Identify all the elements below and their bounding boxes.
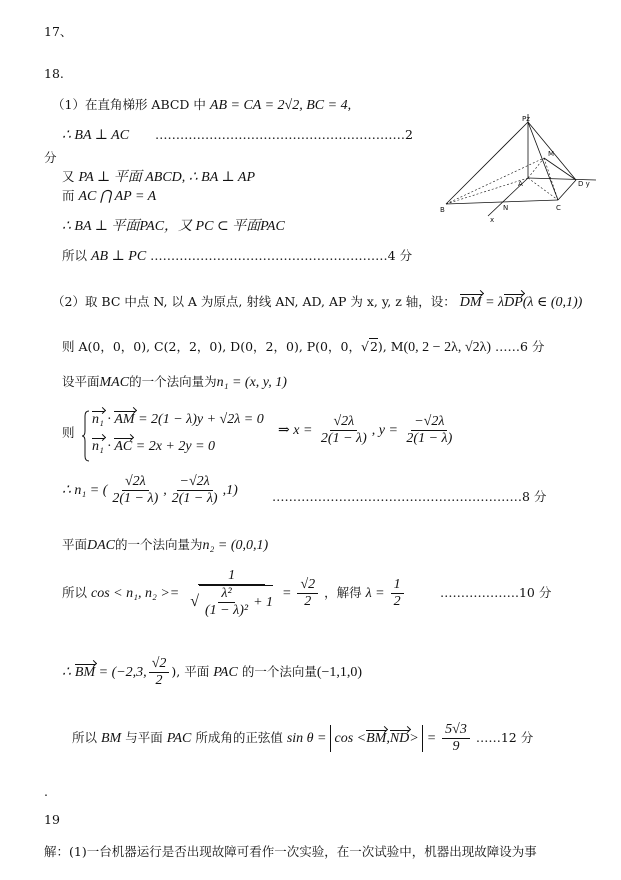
part2-line2-m-coords-end: 2λ) bbox=[472, 340, 492, 355]
abs-cos: cos < bbox=[334, 731, 367, 747]
label-a: A bbox=[518, 180, 523, 188]
stray-dot: . bbox=[44, 784, 48, 799]
part1-line6-dots: …………………………………………………4 分 bbox=[150, 248, 413, 263]
vector-dm: DM bbox=[459, 295, 482, 310]
edge-cd bbox=[558, 180, 576, 200]
frac-y-den: 2(1 − λ) bbox=[406, 431, 453, 447]
vector-bm-abs: BM bbox=[366, 731, 387, 747]
n1-result-post: ,1) bbox=[222, 482, 238, 498]
part1-line6-math: AB ⊥ PC bbox=[91, 249, 147, 264]
bm-plane: PAC bbox=[213, 665, 238, 681]
label-pz: Pz bbox=[522, 115, 530, 123]
part2-line1-range: (λ ∈ (0,1)) bbox=[522, 295, 583, 310]
part2-line2-m-label: ), M bbox=[377, 339, 404, 354]
cos-value-den: 2 bbox=[304, 594, 312, 610]
part1-line3-math: PA ⊥ 平面 ABCD, ∴ BA ⊥ AP bbox=[78, 170, 256, 185]
n1-result bbox=[62, 474, 238, 507]
part2-line6-normal: n₂ = (0,0,1) bbox=[202, 538, 269, 553]
system-row1-eq: = 2(1 − λ)y + √2λ = 0 bbox=[134, 412, 264, 427]
pyramid-figure bbox=[436, 112, 600, 224]
cos-solve-text: ，解得 bbox=[324, 585, 362, 601]
lambda-label: λ = bbox=[365, 586, 385, 602]
part1-line4 bbox=[62, 186, 156, 205]
system-solution bbox=[278, 414, 457, 447]
abs-gt: > bbox=[409, 731, 419, 747]
part1-line5-math: ∴ BA ⊥ 平面PAC，又 PC ⊂ 平面PAC bbox=[62, 219, 285, 234]
part2-line6-text: 平面 bbox=[62, 537, 88, 552]
label-dy: D y bbox=[578, 180, 590, 188]
vector-bm: BM bbox=[74, 665, 96, 681]
label-c: C bbox=[556, 204, 561, 212]
part1-line3 bbox=[62, 166, 255, 186]
cos-line-text: 所以 bbox=[62, 585, 88, 601]
edge-am-dashed bbox=[528, 158, 544, 178]
part1-line6 bbox=[62, 246, 412, 265]
cos-value-num: √2 bbox=[297, 577, 318, 594]
label-n: N bbox=[503, 204, 509, 212]
part2-line2: 则 A(0，0，0), C(2，2，0), D(0，2，0), P(0，0，√2), M(0, 2 − 2λ, √2λ) ……6 分 bbox=[62, 339, 545, 355]
sin-dots: ……12 分 bbox=[475, 730, 534, 746]
cos-frac-num: 1 bbox=[198, 568, 265, 585]
n1-frac2-den: 2(1 − λ) bbox=[171, 491, 218, 507]
bm-text: ), 平面 bbox=[171, 664, 210, 680]
edge-pb bbox=[446, 122, 528, 204]
part1-line2 bbox=[62, 127, 413, 144]
label-b: B bbox=[440, 206, 445, 214]
solution-y: , y = bbox=[371, 422, 398, 438]
part2-line2-sqrt: 2 bbox=[369, 339, 378, 354]
vector-am: AM bbox=[114, 412, 135, 427]
sin-line bbox=[72, 722, 533, 755]
vector-nd: ND bbox=[389, 731, 410, 747]
part2-line3-plane: MAC bbox=[99, 375, 130, 390]
bm-frac-num: √2 bbox=[149, 656, 170, 673]
part2-line2-dots: ……6 分 bbox=[495, 339, 545, 354]
cos-dots: ……………….10 分 bbox=[440, 585, 552, 600]
part2-line1-lambda: = λ bbox=[481, 295, 505, 310]
sin-bm: BM bbox=[101, 731, 122, 747]
vector-n1-row2: n₁ bbox=[92, 439, 104, 454]
sin-theta: sin θ = bbox=[286, 731, 327, 747]
part1-line4-text: 而 bbox=[62, 188, 75, 203]
sin-pac: PAC bbox=[166, 731, 192, 747]
lambda-num: 1 bbox=[391, 577, 404, 594]
question-18-number: 18. bbox=[44, 66, 64, 81]
sin-value-den: 9 bbox=[452, 739, 460, 755]
part1-line2-dots: ……………………………………………………2 bbox=[155, 127, 413, 142]
sin-line-text3: 所成角的正弦值 bbox=[195, 730, 283, 746]
bm-therefore: ∴ bbox=[62, 665, 71, 681]
cos-expression: cos < n₁, n₂ >= bbox=[91, 586, 180, 602]
part2-line1-text: （2）取 BC 中点 N, 以 A 为原点, 射线 AN, AD, AP 为 x, y, z 轴，设： bbox=[52, 294, 456, 309]
n1-frac1-num: √2λ bbox=[122, 474, 149, 491]
part2-line2-m-coords: (0, 2 − 2λ, bbox=[403, 340, 465, 355]
system-ze: 则 bbox=[62, 425, 75, 440]
n1-frac1-den: 2(1 − λ) bbox=[112, 491, 159, 507]
n1-frac2-num: −√2λ bbox=[177, 474, 213, 491]
part1-line1-math: AB = CA = 2√2, BC = 4, bbox=[209, 98, 352, 113]
part2-line2-coords: 则 A(0，0，0), C(2，2，0), D(0，2，0), P(0，0， bbox=[62, 339, 361, 354]
edge-bc bbox=[446, 200, 558, 204]
vector-n1-row1: n₁ bbox=[92, 412, 104, 427]
part1-line1 bbox=[52, 95, 351, 114]
part1-line1-text: （1）在直角梯形 ABCD 中 bbox=[52, 97, 206, 112]
label-m: M bbox=[548, 150, 555, 158]
pac-normal-vector: (−1,1,0) bbox=[316, 665, 363, 681]
part1-line6-text: 所以 bbox=[62, 248, 88, 263]
part2-line3-text2: 的一个法向量为 bbox=[129, 374, 217, 389]
part2-line1 bbox=[52, 292, 582, 311]
part1-line3-text: 又 bbox=[62, 169, 75, 184]
sin-value-num: 5√3 bbox=[442, 722, 470, 739]
label-x: x bbox=[490, 216, 495, 224]
lambda-den: 2 bbox=[393, 594, 401, 610]
cos-inner-plus: + 1 bbox=[253, 594, 274, 610]
question-19-text: 解：(1)一台机器运行是否出现故障可看作一次实验，在一次试验中，机器出现故障设为事 bbox=[44, 844, 537, 859]
frac-y-num: −√2λ bbox=[411, 414, 447, 431]
part2-line3-text: 设平面 bbox=[62, 374, 100, 389]
vector-ac: AC bbox=[114, 439, 133, 454]
cos-inner-den: (1 − λ)² bbox=[205, 603, 249, 619]
frac-x-den: 2(1 − λ) bbox=[320, 431, 367, 447]
part1-line2-fen: 分 bbox=[44, 150, 57, 165]
n1-dots: ……………………………………………………8 分 bbox=[272, 489, 547, 504]
bm-text2: 的一个法向量 bbox=[241, 664, 317, 680]
sin-line-text2: 与平面 bbox=[125, 730, 163, 746]
cos-line: 所以 cos < n₁, n₂ >= 1 √ $\frac{\text{λ²}}{\text{(1 − λ)²}}$ + 1 = $\frac{√2}{2}$ ，解得 λ = $\frac{1}{2}$ bbox=[62, 568, 406, 619]
n1-result-pre: ∴ n₁ = ( bbox=[62, 482, 108, 498]
part1-line2-math: ∴ BA ⊥ AC bbox=[62, 128, 130, 143]
dot-op-row1: · bbox=[103, 412, 115, 427]
edge-bm-dashed bbox=[446, 158, 544, 204]
part2-line6-text2: 的一个法向量为 bbox=[115, 537, 203, 552]
question-19-number: 19 bbox=[44, 812, 60, 827]
n1-comma: , bbox=[163, 482, 167, 498]
solution-x: ⇒ x = bbox=[278, 422, 313, 438]
part2-line3-normal: n₁ = (x, y, 1) bbox=[216, 375, 287, 390]
frac-x-num: √2λ bbox=[330, 414, 357, 431]
part1-line4-math: AC ⋂ AP = A bbox=[78, 189, 157, 204]
question-17-number: 17、 bbox=[44, 24, 73, 39]
cos-inner-num: λ² bbox=[218, 586, 234, 603]
part2-line6-plane: DAC bbox=[87, 538, 116, 553]
part2-line3 bbox=[62, 372, 287, 391]
abs-comma: , bbox=[386, 731, 390, 747]
part1-line5 bbox=[62, 215, 285, 235]
system-row1 bbox=[92, 412, 264, 428]
bm-coords: = (−2,3, bbox=[95, 665, 147, 681]
system-row2 bbox=[92, 439, 215, 455]
dot-op-row2: · bbox=[103, 439, 115, 454]
bm-line bbox=[62, 656, 362, 689]
vector-dp: DP bbox=[504, 295, 523, 310]
cos-equals: = bbox=[282, 586, 292, 602]
system-brace bbox=[82, 410, 90, 462]
bm-frac-den: 2 bbox=[155, 673, 163, 689]
sin-line-text: 所以 bbox=[72, 730, 98, 746]
edge-pc bbox=[528, 122, 558, 200]
system-row2-eq: = 2x + 2y = 0 bbox=[132, 439, 216, 454]
part2-line6 bbox=[62, 535, 268, 554]
sin-equals: = bbox=[426, 731, 437, 747]
edge-ba-dashed bbox=[446, 178, 528, 204]
